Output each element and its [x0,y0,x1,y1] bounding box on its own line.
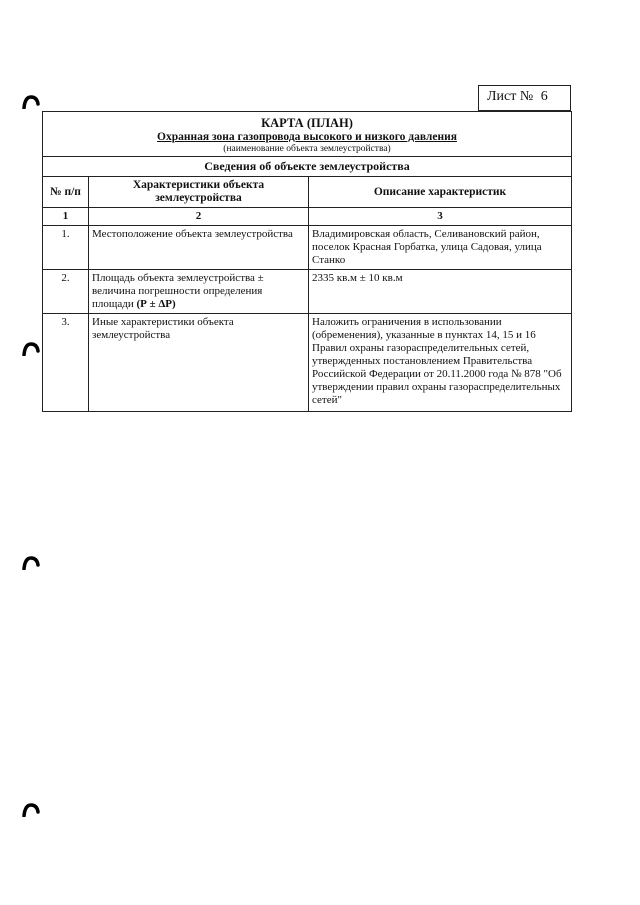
object-name-note: (наименование объекта землеустройства) [223,144,391,154]
row-characteristic: Иные характеристики объекта землеустройства [89,314,309,412]
sheet-label: Лист № [487,89,534,104]
row-description: 2335 кв.м ± 10 кв.м [309,270,572,314]
row-number: 2. [43,270,89,314]
row-number: 3. [43,314,89,412]
section-title: Сведения об объекте землеустройства [43,157,572,177]
col-index-3: 3 [309,208,572,226]
row-characteristic-formula: (Р ± ΔР) [136,298,176,310]
col-header-num: № п/п [43,177,89,208]
object-name: Охранная зона газопровода высокого и низкого давления [157,131,457,143]
title-row [43,112,572,157]
sheet-number: 6 [540,89,548,104]
col-header-characteristics: Характеристики объекта землеустройства [89,177,309,208]
binding-hole-mark [22,803,40,817]
col-index-2: 2 [89,208,309,226]
sheet-number-box [478,85,571,111]
column-index-row [43,208,572,226]
row-description: Наложить ограничения в использовании (обременения), указанные в пунктах 14, 15 и 16 Правил охраны газораспределительных сетей, утвержденных постановлением Правительства Российской Федерации от 20.11.2000 года № 878 "Об утверждении правил охраны газораспределительных сетей" [309,314,572,412]
table-row [43,314,572,412]
document-title: КАРТА (ПЛАН) [261,116,353,130]
row-characteristic-text: Площадь объекта землеустройства ± величина погрешности определения площади [92,272,264,310]
row-number: 1. [43,226,89,270]
section-row [43,157,572,177]
row-description: Владимировская область, Селивановский район, поселок Красная Горбатка, улица Садовая, улица Станко [309,226,572,270]
col-header-description: Описание характеристик [309,177,572,208]
col-index-1: 1 [43,208,89,226]
column-header-row [43,177,572,208]
land-object-table [42,111,572,412]
row-characteristic [89,270,309,314]
binding-hole-mark [22,342,40,356]
row-characteristic: Местоположение объекта землеустройства [89,226,309,270]
table-row [43,226,572,270]
binding-hole-mark [22,95,40,109]
table-row [43,270,572,314]
binding-hole-mark [22,556,40,570]
